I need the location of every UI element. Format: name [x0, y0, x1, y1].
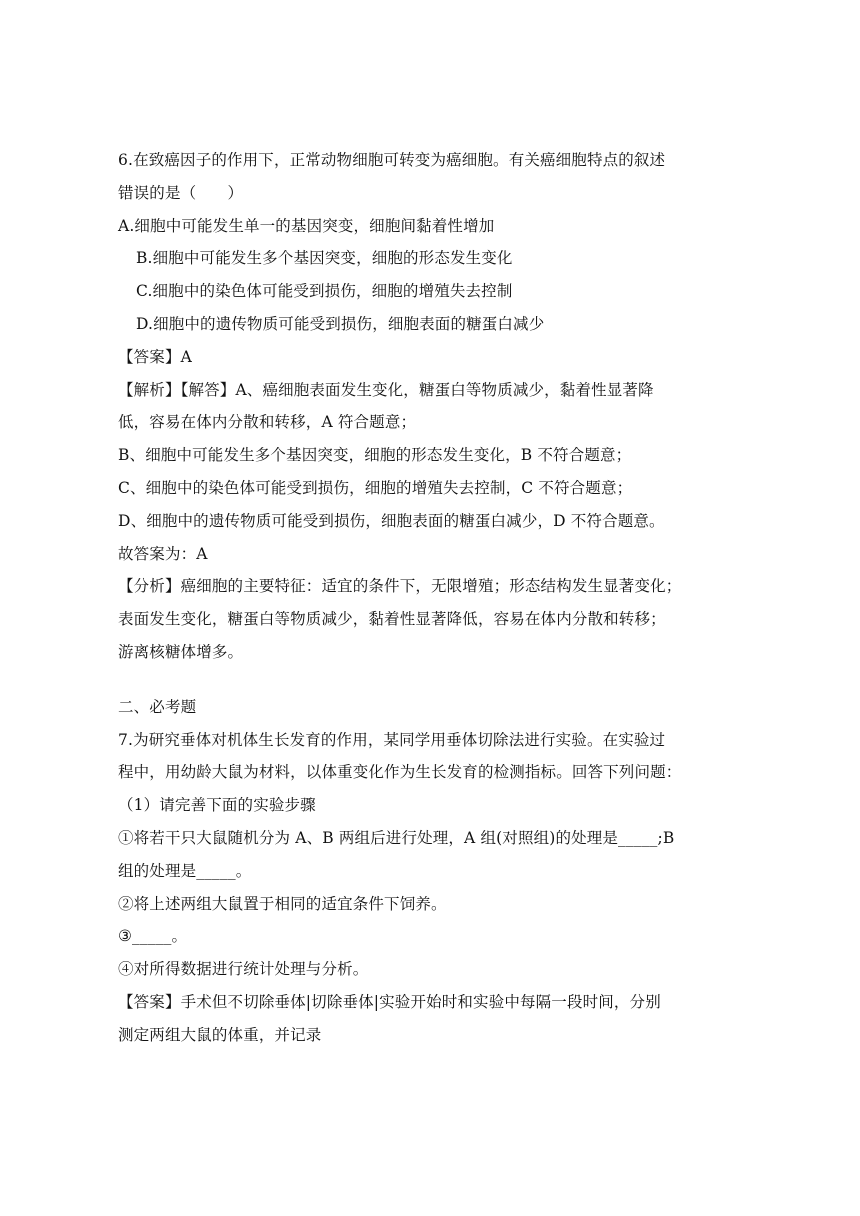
question-7-step-2: ②将上述两组大鼠置于相同的适宜条件下饲养。: [118, 894, 447, 913]
question-6-explanation-line-6: 故答案为：A: [118, 544, 208, 563]
question-7-subquestion-1: （1）请完善下面的实验步骤: [118, 796, 316, 815]
question-6-option-b: B.细胞中可能发生多个基因突变，细胞的形态发生变化: [136, 249, 513, 268]
question-6-explanation-line-1: 【解析】【解答】A、癌细胞表面发生变化，糖蛋白等物质减少，黏着性显著降: [118, 380, 654, 399]
question-7-step-1-line-1: ①将若干只大鼠随机分为 A、B 两组后进行处理，A 组(对照组)的处理是_____;B: [118, 828, 675, 847]
question-6-explanation-line-3: B、细胞中可能发生多个基因突变，细胞的形态发生变化，B 不符合题意；: [118, 446, 632, 465]
question-6-option-a: A.细胞中可能发生单一的基因突变，细胞间黏着性增加: [118, 216, 495, 235]
question-7-step-4: ④对所得数据进行统计处理与分析。: [118, 960, 369, 979]
question-6-explanation-line-5: D、细胞中的遗传物质可能受到损伤，细胞表面的糖蛋白减少，D 不符合题意。: [118, 511, 665, 530]
question-7-answer-line-1: 【答案】手术但不切除垂体|切除垂体|实验开始时和实验中每隔一段时间，分别: [118, 992, 661, 1011]
question-7-step-3: ③_____。: [118, 927, 188, 946]
question-6-explanation-line-4: C、细胞中的染色体可能受到损伤，细胞的增殖失去控制，C 不符合题意；: [118, 478, 633, 497]
question-7-stem-line-1: 7.为研究垂体对机体生长发育的作用，某同学用垂体切除法进行实验。在实验过: [118, 730, 666, 749]
document-content: [118, 144, 742, 1052]
question-6-stem-line-1: 6.在致癌因子的作用下，正常动物细胞可转变为癌细胞。有关癌细胞特点的叙述: [118, 151, 666, 169]
question-6-analysis-line-2: 表面发生变化，糖蛋白等物质减少，黏着性显著降低，容易在体内分散和转移；: [118, 610, 666, 629]
question-6-analysis-line-1: 【分析】癌细胞的主要特征：适宜的条件下，无限增殖；形态结构发生显著变化；: [118, 577, 682, 596]
section-heading: 二、必考题: [118, 697, 197, 716]
section-spacer: [118, 669, 742, 691]
question-6-stem-line-2: 错误的是（ ）: [118, 183, 244, 202]
question-6-answer: 【答案】A: [118, 347, 192, 366]
question-6-option-c: C.细胞中的染色体可能受到损伤，细胞的增殖失去控制: [136, 282, 513, 301]
question-7-answer-line-2: 测定两组大鼠的体重，并记录: [118, 1025, 322, 1044]
question-6-explanation-line-2: 低，容易在体内分散和转移，A 符合题意；: [118, 413, 417, 432]
question-6-analysis-line-3: 游离核糖体增多。: [118, 642, 244, 661]
question-7-stem-line-2: 程中，用幼龄大鼠为材料，以体重变化作为生长发育的检测指标。回答下列问题：: [118, 763, 682, 782]
question-6-option-d: D.细胞中的遗传物质可能受到损伤，细胞表面的糖蛋白减少: [136, 314, 545, 333]
question-7-step-1-line-2: 组的处理是_____。: [118, 861, 252, 880]
